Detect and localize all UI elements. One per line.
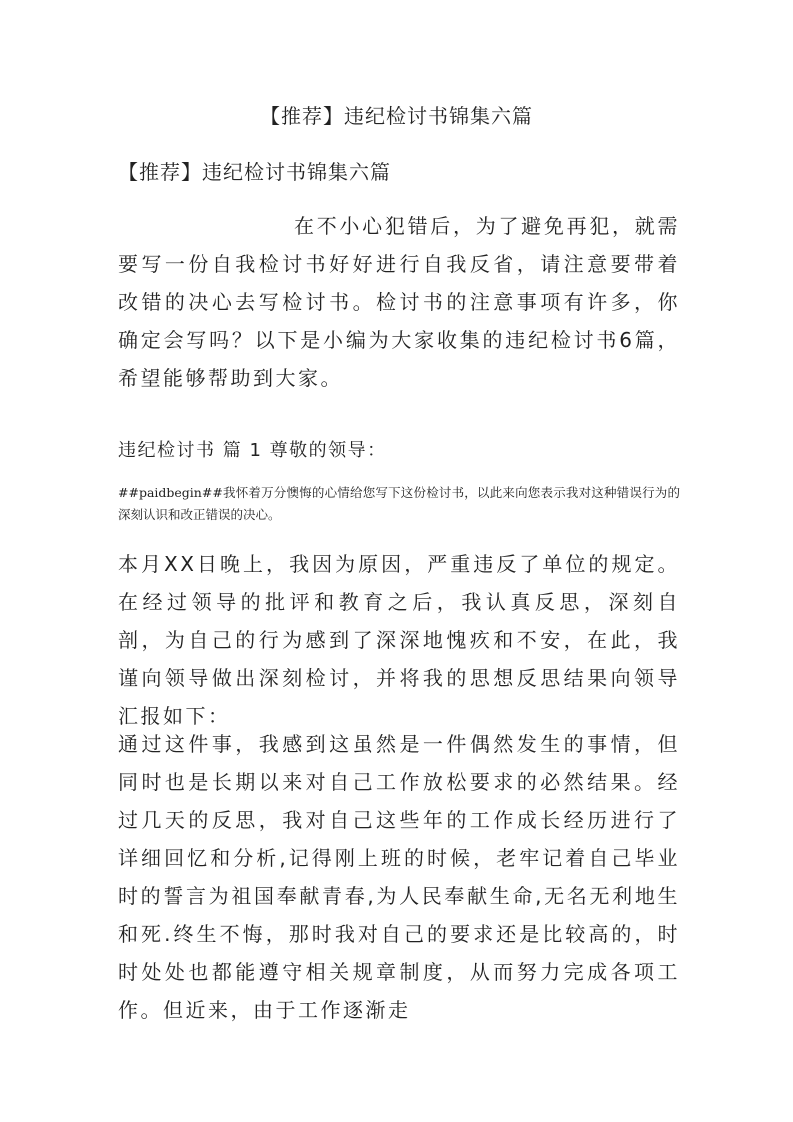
- section-heading: 违纪检讨书 篇 1 尊敬的领导：: [118, 440, 387, 461]
- intro-paragraph: 在不小心犯错后，为了避免再犯，就需要写一份自我检讨书好好进行自我反省，请注意要带着改错的决心去写检讨书。检讨书的注意事项有许多，你确定会写吗？以下是小编为大家收集的违纪检讨书6篇，希望能够帮助到大家。: [118, 214, 680, 390]
- body-paragraph-2: 通过这件事，我感到这虽然是一件偶然发生的事情，但同时也是长期以来对自己工作放松要求的必然结果。经过几天的反思，我对自己这些年的工作成长经历进行了详细回忆和分析,记得刚上班的时候，老牢记着自己毕业时的誓言为祖国奉献青春,为人民奉献生命,无名无利地生和死.终生不悔，那时我对自己的要求还是比较高的，时时处处也都能遵守相关规章制度，从而努力完成各项工作。但近来，由于工作逐渐走: [118, 732, 680, 1022]
- body-paragraph-1: 本月XX日晚上，我因为原因，严重违反了单位的规定。在经过领导的批评和教育之后，我认真反思，深刻自剖，为自己的行为感到了深深地愧疚和不安，在此，我谨向领导做出深刻检讨，并将我的思想反思结果向领导汇报如下：: [118, 552, 680, 728]
- small-paragraph: ##paidbegin##我怀着万分懊悔的心情给您写下这份检讨书，以此来向您表示我对这种错误行为的深刻认识和改正错误的决心。: [118, 485, 680, 522]
- document-title: 【推荐】违纪检讨书锦集六篇: [260, 104, 533, 128]
- document-subtitle: 【推荐】违纪检讨书锦集六篇: [118, 160, 391, 184]
